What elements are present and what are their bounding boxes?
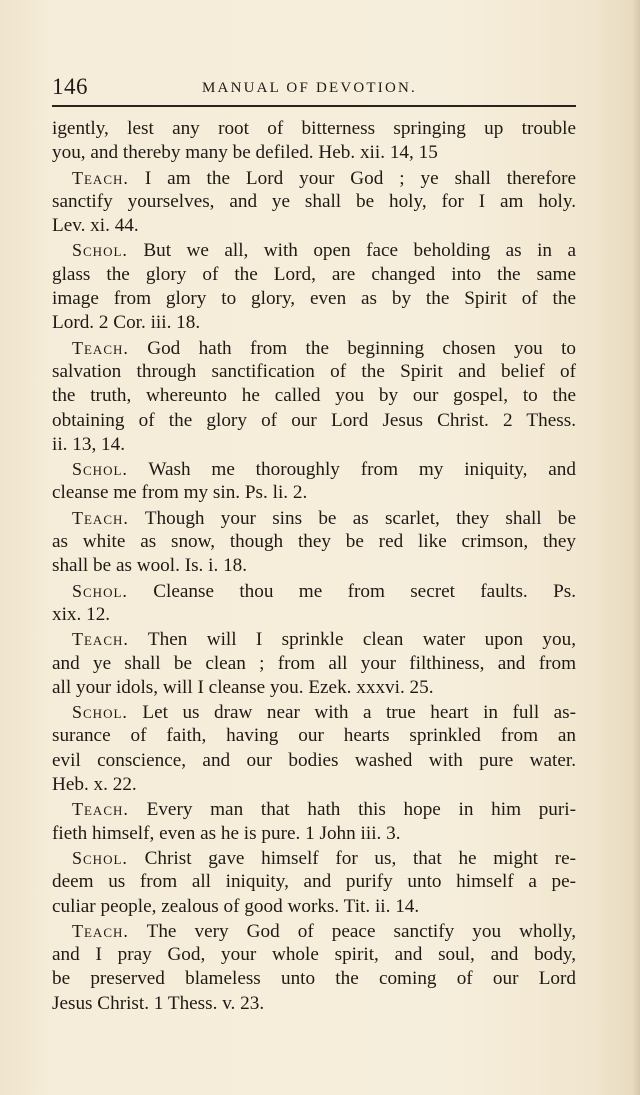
speaker-label: Teach.	[72, 507, 129, 528]
line-text: evil conscience, and our bodies washed with pure water.	[52, 749, 576, 771]
text-line	[52, 773, 576, 797]
speaker-label: Teach.	[72, 167, 129, 188]
text-line	[52, 457, 576, 481]
line-text: But we all, with open face beholding as in a	[143, 240, 576, 262]
text-line	[52, 336, 576, 360]
text-line	[52, 603, 576, 627]
text-line	[52, 579, 576, 603]
text-line	[52, 530, 576, 554]
line-text: Lev. xi. 44.	[52, 215, 139, 237]
line-text: igently, lest any root of bitterness springing up trouble	[52, 118, 576, 139]
line-text: be preserved blameless unto the coming of our Lord	[52, 968, 576, 990]
text-line	[52, 433, 576, 457]
line-text: Wash me thoroughly from my iniquity, and	[148, 459, 576, 481]
line-text: culiar people, zealous of good works. Tit. ii. 14.	[52, 895, 420, 917]
line-text: ii. 13, 14.	[52, 433, 126, 455]
text-line	[52, 238, 576, 262]
text-line	[52, 166, 576, 190]
line-text: as white as snow, though they be red like crimson, they	[52, 531, 576, 553]
text-line	[52, 967, 576, 991]
text-line	[52, 141, 576, 165]
line-text: and ye shall be clean ; from all your filthiness, and from	[52, 652, 576, 674]
line-text: obtaining of the glory of our Lord Jesus Christ. 2 Thess.	[52, 409, 576, 431]
line-text: Though your sins be as scarlet, they shall be	[144, 507, 576, 529]
text-line	[52, 724, 576, 748]
text-line	[52, 749, 576, 773]
text-line	[52, 797, 576, 821]
line-text: Cleanse thou me from secret faults. Ps.	[153, 580, 576, 602]
text-line	[52, 700, 576, 724]
text-line	[52, 214, 576, 238]
page-header	[52, 72, 576, 104]
line-text: The very God of peace sanctify you wholly,	[146, 920, 576, 942]
line-text: cleanse me from my sin. Ps. li. 2.	[52, 482, 308, 504]
text-line	[52, 895, 576, 919]
line-text: Let us draw near with a true heart in full as-	[142, 702, 576, 724]
speaker-label: Schol.	[72, 702, 128, 723]
line-text: Then will I sprinkle clean water upon you,	[147, 629, 576, 651]
text-line	[52, 117, 576, 141]
line-text: image from glory to glory, even as by the Spirit of the	[52, 288, 576, 310]
line-text: you, and thereby many be defiled. Heb. xii. 14, 15	[52, 142, 438, 164]
line-text: Jesus Christ. 1 Thess. v. 23.	[52, 992, 265, 1014]
text-line	[52, 919, 576, 943]
speaker-label: Schol.	[72, 240, 128, 261]
line-text: Christ gave himself for us, that he might re-	[144, 847, 576, 869]
speaker-label: Teach.	[72, 629, 129, 650]
text-line	[52, 943, 576, 967]
line-text: sanctify yourselves, and ye shall be holy, for I am holy.	[52, 190, 576, 212]
speaker-label: Teach.	[72, 337, 129, 358]
text-line	[52, 554, 576, 578]
text-line	[52, 627, 576, 651]
text-line	[52, 481, 576, 505]
running-title: MANUAL OF DEVOTION.	[202, 80, 417, 96]
text-line	[52, 360, 576, 384]
text-line	[52, 263, 576, 287]
line-text: salvation through sanctification of the Spirit and belief of	[52, 360, 576, 382]
line-text: deem us from all iniquity, and purify unto himself a pe-	[52, 871, 576, 893]
line-text: the truth, whereunto he called you by our gospel, to the	[52, 385, 576, 407]
text-line	[52, 190, 576, 214]
text-line	[52, 311, 576, 335]
text-line	[52, 822, 576, 846]
text-line	[52, 870, 576, 894]
speaker-label: Teach.	[72, 920, 129, 941]
page-edge-shadow	[632, 0, 640, 1095]
line-text: and I pray God, your whole spirit, and soul, and body,	[52, 944, 576, 966]
text-line	[52, 846, 576, 870]
line-text: I am the Lord your God ; ye shall therefore	[144, 167, 576, 189]
speaker-label: Schol.	[72, 847, 128, 868]
text-line	[52, 409, 576, 433]
speaker-label: Teach.	[72, 799, 129, 820]
line-text: Heb. x. 22.	[52, 774, 137, 796]
text-line	[52, 992, 576, 1016]
line-text: fieth himself, even as he is pure. 1 John iii. 3.	[52, 822, 401, 844]
body-text	[52, 117, 576, 1016]
line-text: Lord. 2 Cor. iii. 18.	[52, 312, 201, 334]
line-text: God hath from the beginning chosen you to	[147, 337, 576, 359]
line-text: surance of faith, having our hearts sprinkled from an	[52, 725, 576, 747]
speaker-label: Schol.	[72, 580, 128, 601]
line-text: Every man that hath this hope in him puri-	[146, 799, 576, 821]
speaker-label: Schol.	[72, 459, 128, 480]
text-line	[52, 506, 576, 530]
text-line	[52, 287, 576, 311]
page-number: 146	[52, 74, 88, 99]
line-text: glass the glory of the Lord, are changed into the same	[52, 263, 576, 285]
text-line	[52, 652, 576, 676]
text-line	[52, 676, 576, 700]
line-text: all your idols, will I cleanse you. Ezek. xxxvi. 25.	[52, 676, 434, 698]
text-line	[52, 384, 576, 408]
line-text: shall be as wool. Is. i. 18.	[52, 555, 248, 577]
header-rule	[52, 105, 576, 107]
line-text: xix. 12.	[52, 603, 111, 625]
